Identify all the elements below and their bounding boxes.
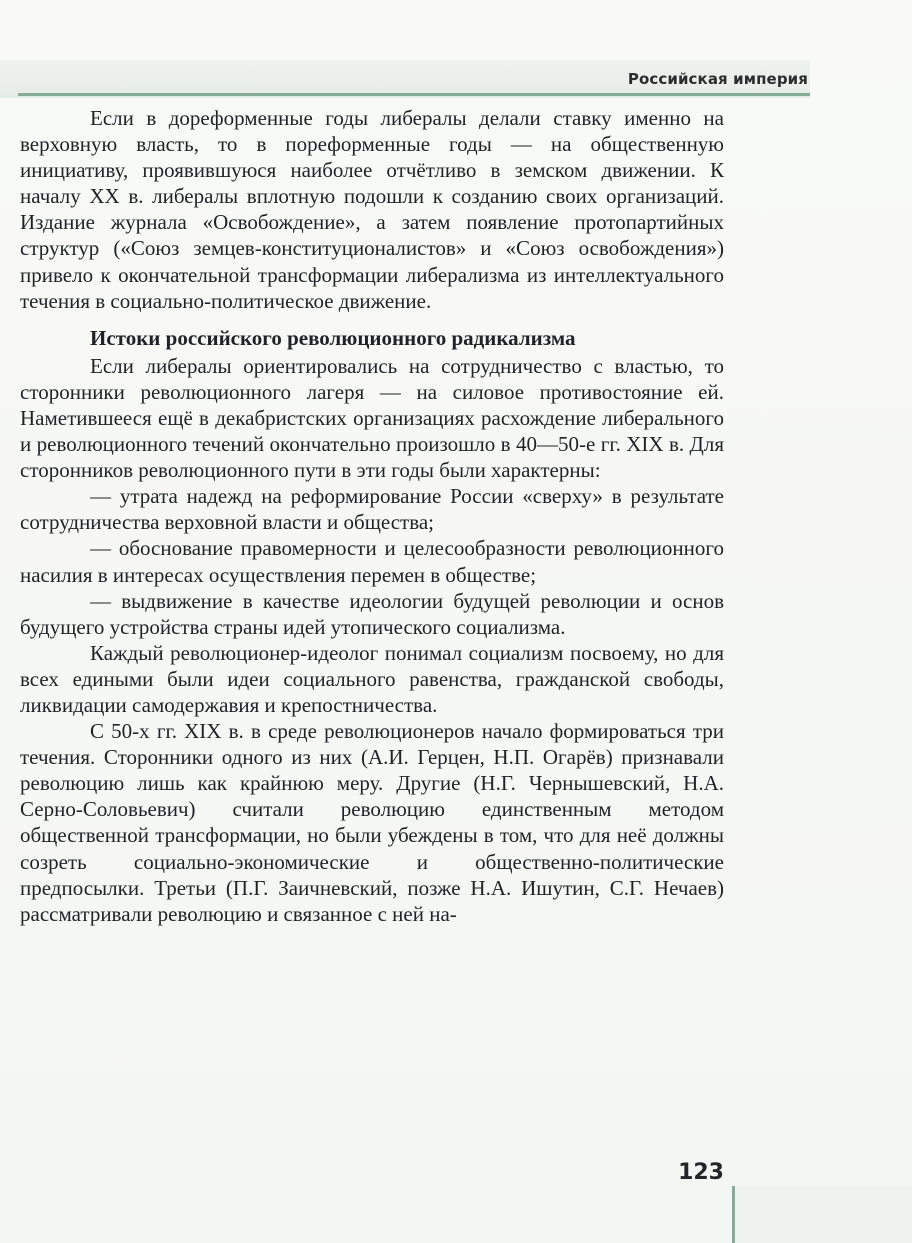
paragraph-socialism: Каждый революционер-идеолог понимал социализм посвоему, но для всех едиными были идеи социального равенства, гражданской свободы, ликвидации самодержавия и крепостничества. <box>20 640 724 717</box>
header-rule <box>18 93 810 96</box>
page-number: 123 <box>678 1160 724 1185</box>
paragraph-liberals: Если в дореформенные годы либералы делали ставку именно на верховную власть, то в пореформенные годы — на общественную инициативу, проявившуюся наиболее отчётливо в земском движении. К началу XX в. либералы вплотную подошли к созданию своих организаций. Издание журнала «Освобождение», а затем появление протопартийных структур («Союз земцев-конституционалистов» и «Союз освобождения») привело к окончательной трансформации либерализма из интеллектуального течения в социально-политическое движение. <box>20 106 724 313</box>
paragraph-three-currents: С 50-х гг. XIX в. в среде революционеров начало формироваться три течения. Сторонники одного из них (А.И. Герцен, Н.П. Огарёв) признавали революцию лишь как крайнюю меру. Другие (Н.Г. Чернышевский, Н.А. Серно-Соловьевич) считали революцию единственным методом общественной трансформации, но были убеждены в том, что для неё должны созреть социально-экономические и общественно-политические предпосылки. Третьи (П.Г. Заичневский, позже Н.А. Ишутин, С.Г. Нечаев) рассматривали революцию и связанное с ней на- <box>20 719 724 926</box>
paragraph-intro: Если либералы ориентировались на сотрудничество с властью, то сторонники революционного лагеря — на силовое противостояние ей. Наметившееся ещё в декабристских организациях расхождение либерального и революционного течений окончательно произошло в 40—50-е гг. XIX в. Для сторонников революционного пути в эти годы были характерны: <box>20 353 724 483</box>
list-item: — обоснование правомерности и целесообразности революционного насилия в интересах осуществления перемен в обществе; <box>20 536 724 587</box>
page-body <box>20 105 724 927</box>
footer-band <box>735 1186 912 1243</box>
list-item: — утрата надежд на реформирование России «сверху» в результате сотрудничества верховной власти и общества; <box>20 484 724 535</box>
list-item: — выдвижение в качестве идеологии будущей революции и основ будущего устройства страны идей утопического социализма. <box>20 588 724 639</box>
section-heading: Истоки российского революционного радикализма <box>90 325 576 350</box>
running-header-title: Российская империя <box>627 70 808 88</box>
characteristics-list <box>20 483 724 640</box>
